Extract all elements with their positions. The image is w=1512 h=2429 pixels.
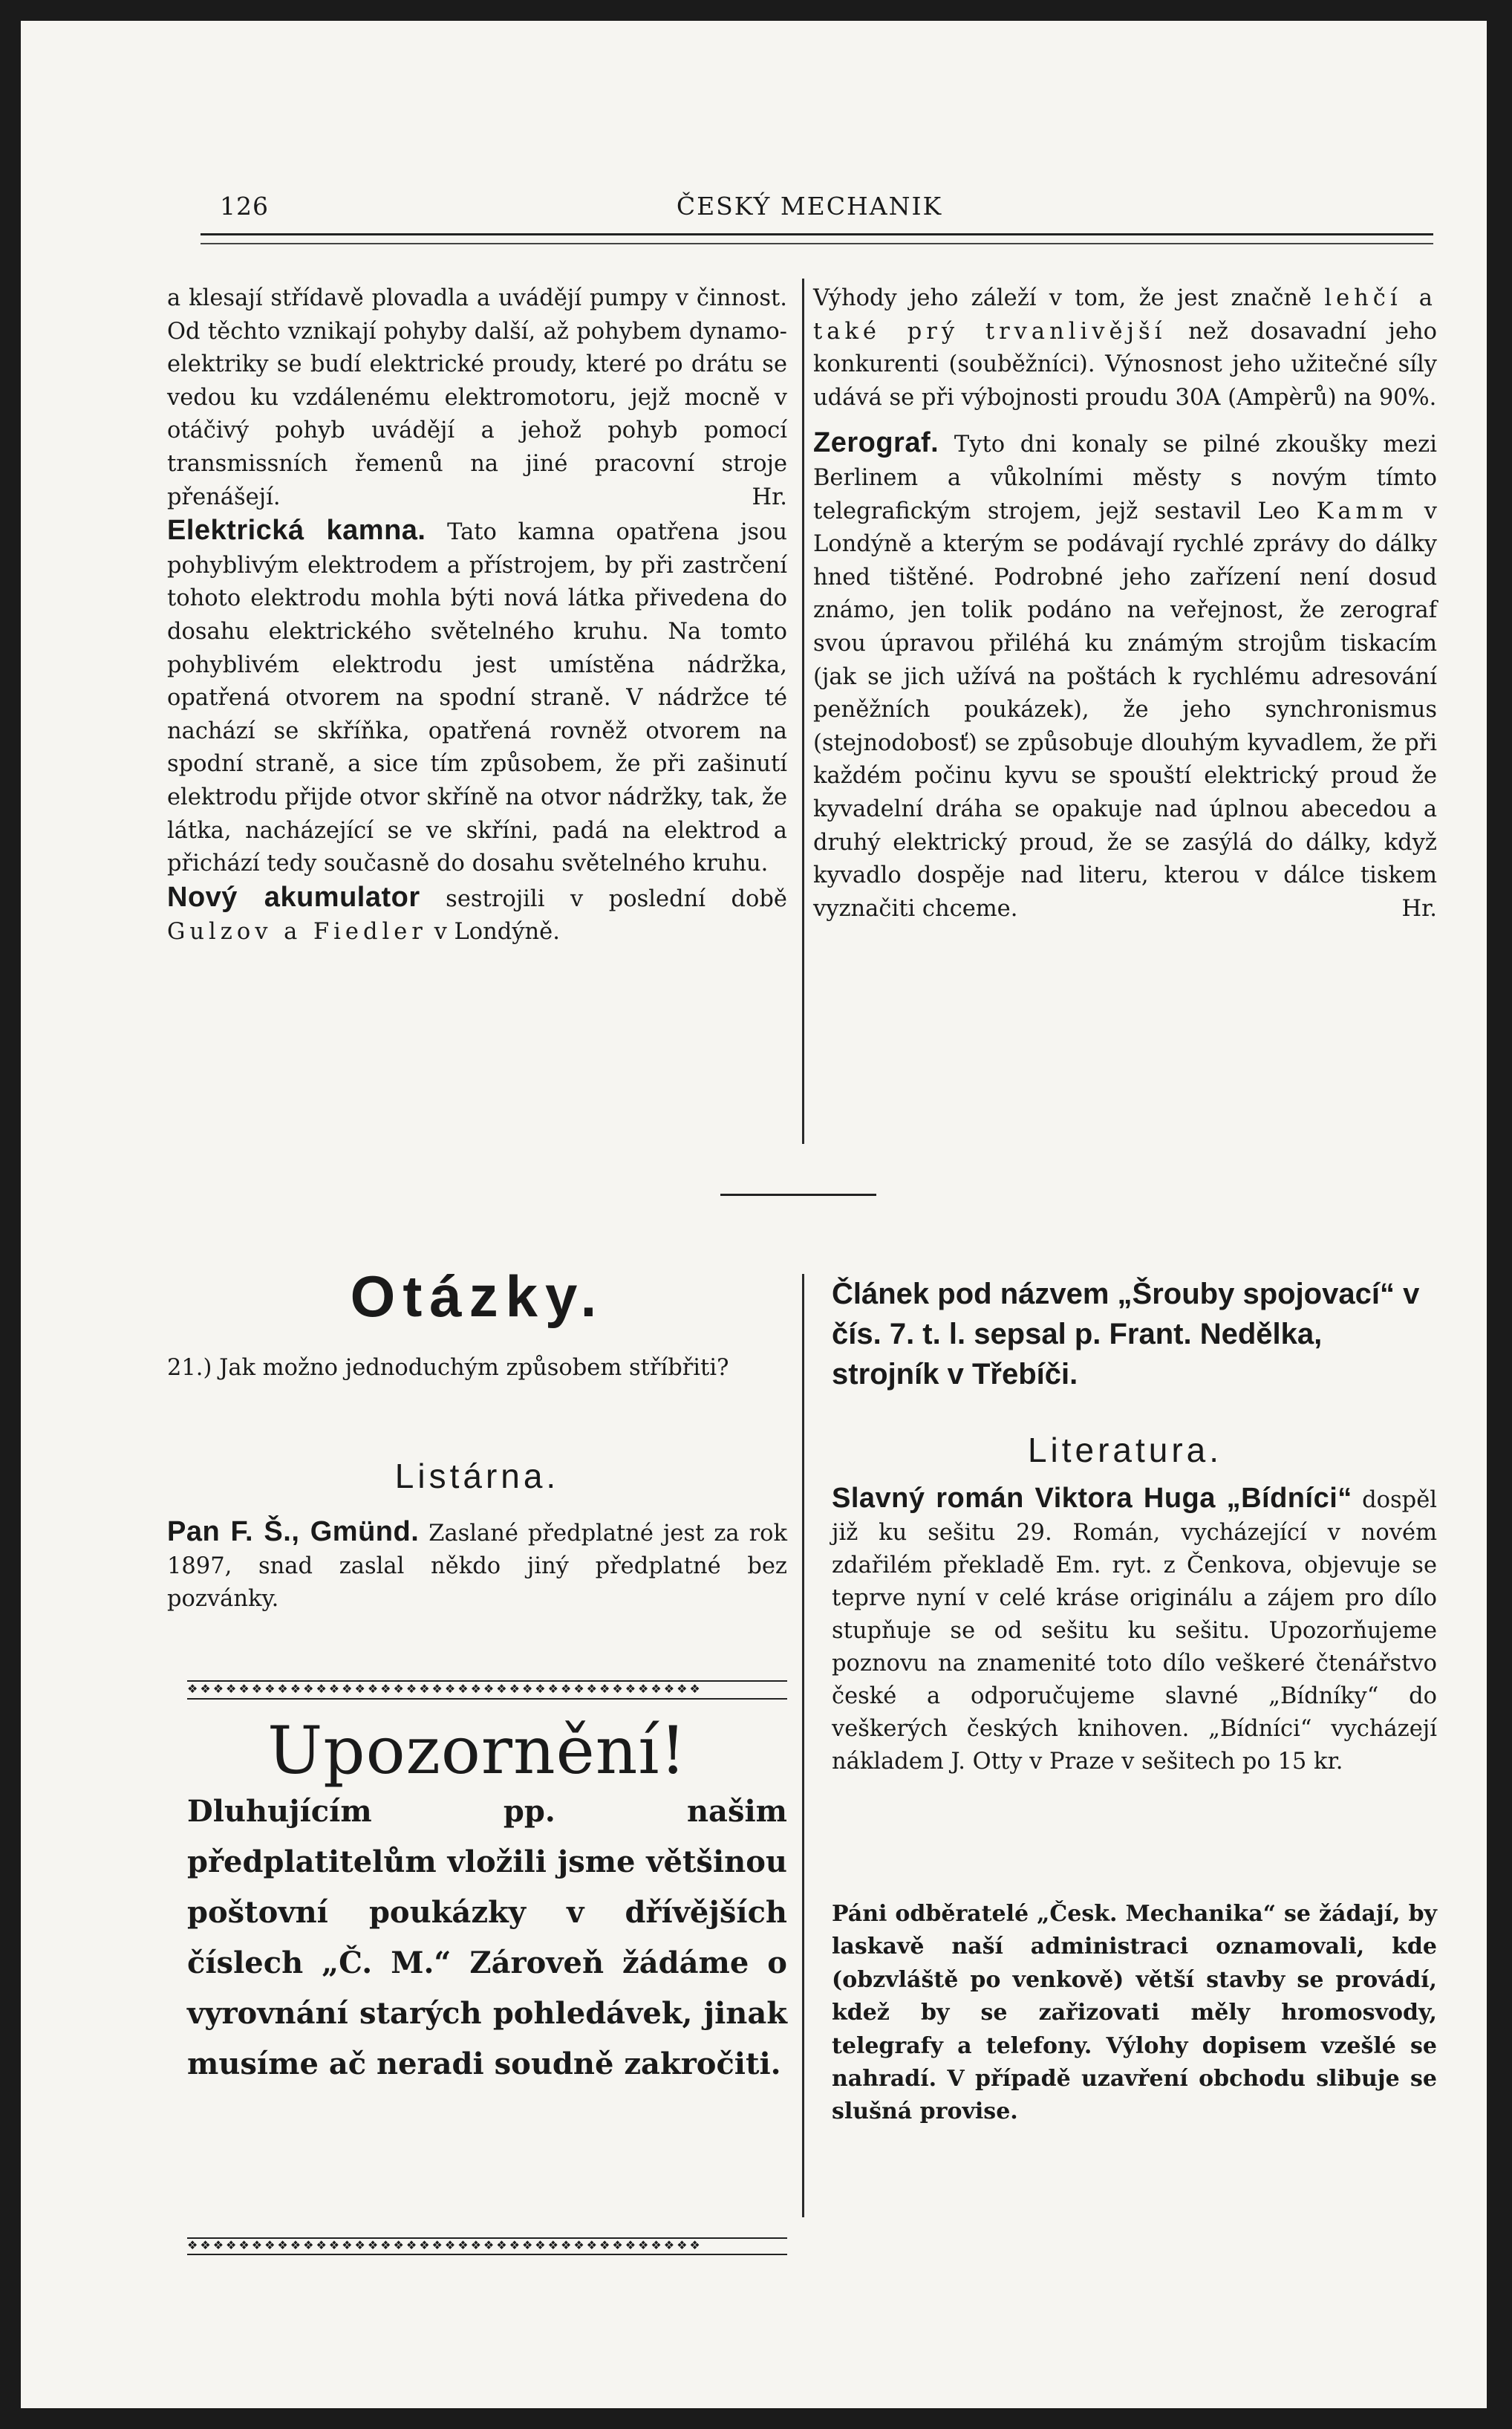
column-divider-bottom bbox=[802, 1274, 804, 2217]
akumulator-paragraph bbox=[167, 881, 787, 949]
zerograf-heading: Zerograf. bbox=[813, 427, 939, 459]
page-header bbox=[186, 192, 1433, 229]
notice-text: Dluhujícím pp. našim předplatitelům vložili jsme většinou poštovní poukázky v dřívějších číslech „Č. M.“ Zároveň žádáme o vyrovnání starých pohledávek, jinak musíme ač neradi soudně zakročiti. bbox=[187, 1794, 787, 2081]
left-column-top bbox=[167, 282, 787, 949]
listarna-entry bbox=[167, 1515, 787, 1616]
zerograf-name: Kamm bbox=[1316, 498, 1408, 524]
kamna-text: Tato kamna opatřena jsou pohyblivým elektrodem a přístrojem, by při zastrčení tohoto elektrodu mohla býti nová látka přivedena do dosahu elektrického světelného kruhu. Na tomto pohyblivém elektrodu jest umístěna nádržka, opatřená otvorem na spodní straně. V nádržce té nachází se skříňka, opatřená rovněž otvorem na spodní straně, a sice tím způsobem, že při zašinutí elektrodu přijde otvor skříně na otvor nádržky, tak, že látka, nacházející se ve skříni, padá na elektrod a přichází tedy současně do dosahu světelného kruhu. bbox=[167, 519, 787, 877]
right-column-top bbox=[813, 282, 1437, 926]
header-rule bbox=[201, 233, 1433, 244]
kamna-heading: Elektrická kamna. bbox=[167, 515, 426, 547]
literatura-text: dospěl již ku sešitu 29. Román, vycházející v novém zdařilém překladě Em. ryt. z Čenkova, objevuje se teprve nyní v celé kráse originálu a zájem pro dílo stupňuje se od sešitu ku sešitu. Upozorňujeme poznovu na znamenité toto dílo veškeré čtenářstvo české a odporučujeme slavné „Bídníky“ do veškerých českých knihoven. „Bídníci“ vycházejí nákladem J. Otty v Praze v sešitech po 15 kr. bbox=[832, 1487, 1437, 1775]
listarna-text: Zaslané předplatné jest za rok 1897, snad zaslal někdo jiný předplatné bez pozvánky. bbox=[167, 1521, 787, 1612]
akumulator-heading: Nový akumulator bbox=[167, 881, 420, 913]
zerograf-paragraph bbox=[813, 426, 1437, 926]
pump-paragraph bbox=[167, 282, 787, 514]
vyhody-text: Výhody jeho záleží v tom, že jest značně bbox=[813, 285, 1312, 311]
running-title: ČESKÝ MECHANIK bbox=[676, 192, 943, 221]
ornament-bottom: ❖❖❖❖❖❖❖❖❖❖❖❖❖❖❖❖❖❖❖❖❖❖❖❖❖❖❖❖❖❖❖❖❖❖❖❖❖❖❖❖ bbox=[187, 2237, 787, 2255]
ornament-top: ❖❖❖❖❖❖❖❖❖❖❖❖❖❖❖❖❖❖❖❖❖❖❖❖❖❖❖❖❖❖❖❖❖❖❖❖❖❖❖❖ bbox=[187, 1680, 787, 1700]
akumulator-names: Gulzov a Fiedler bbox=[167, 919, 427, 946]
vyhody-spaced: lehčí a také prý trvanlivější bbox=[813, 285, 1437, 345]
akumulator-text: sestrojili v poslední době bbox=[446, 885, 787, 912]
section-separator bbox=[720, 1194, 876, 1196]
akumulator-tail: v Londýně. bbox=[434, 919, 560, 946]
notice-title: Upozornění! bbox=[267, 1712, 687, 1789]
listarna-title: Listárna. bbox=[394, 1457, 560, 1495]
literatura-entry bbox=[832, 1482, 1437, 1778]
literatura-heading: Slavný román Viktora Huga „Bídníci“ bbox=[832, 1483, 1352, 1514]
vyhody-paragraph bbox=[813, 282, 1437, 414]
author-signature: Hr. bbox=[752, 484, 787, 510]
question-item: 21.) Jak možno jednoduchým způsobem stříbřiti? bbox=[167, 1355, 729, 1381]
article-note: Článek pod názvem „Šrouby spojovací“ v čís. 7. t. l. sepsal p. Frant. Nedělka, strojník v Třebíči. bbox=[832, 1278, 1420, 1391]
questions-title: Otázky. bbox=[350, 1264, 605, 1329]
kamna-paragraph bbox=[167, 514, 787, 881]
literatura-title: Literatura. bbox=[1027, 1431, 1223, 1469]
vyhody-rest: než dosavadní jeho konkurenti (souběžníci). Výnosnost jeho užitečné síly udává se při výbojnosti proudu 30A (Ampèrů) na 90%. bbox=[813, 318, 1437, 411]
zerograf-text-1: Tyto dni konaly se pilné zkoušky mezi Berlinem a vůkolními městy s novým tímto telegrafickým strojem, jejž sestavil Leo bbox=[813, 432, 1437, 524]
zerograf-text-2: v Londýně a kterým se podávají rychlé zprávy do dálky hned tištěné. Podrobné jeho zařízení není dosud známo, jen tolik podáno na veřejnost, že zerograf svou úpravou přiléhá ku známým strojům tiskacím (jak se jich užívá na poštách k rychlému adresování peněžních poukázek), že jeho synchronismus (stejnodobosť) se způsobuje dlouhým kyvadlem, že při každém počinu kyvu se spouští elektrický proud že kyvadelní dráha se opakuje nad úplnou abecedou a druhý elektrický proud, že se zasýlá do dálky, když kyvadlo dospěje nad literu, kterou v dálce tiskem vyznačiti chceme. bbox=[813, 498, 1438, 922]
zerograf-signature: Hr. bbox=[1401, 895, 1437, 922]
pump-text: a klesají střídavě plovadla a uvádějí pumpy v činnost. Od těchto vznikají pohyby další, až pohybem dynamo-elektriky se budí elektrické proudy, které po drátu se vedou ku vzdálenému elektromotoru, jejž mocně v otáčivý pohyb uvádějí a jehož pohyb pomocí transmissních řemenů na jiné pracovní stroje přenášejí. bbox=[167, 285, 787, 510]
column-divider-top bbox=[802, 279, 804, 1144]
page-number: 126 bbox=[220, 192, 269, 221]
listarna-name: Pan F. Š., Gmünd. bbox=[167, 1516, 420, 1547]
administration-note: Páni odběratelé „Česk. Mechanika“ se žádají, by laskavě naší administraci oznamovali, kde (obzvláště po venkově) větší stavby se provádí, kdež by se zařizovati měly hromosvody, telegrafy a telefony. Výlohy dopisem vzešlé se nahradí. V případě uzavření obchodu slibuje se slušná provise. bbox=[832, 1901, 1437, 2125]
